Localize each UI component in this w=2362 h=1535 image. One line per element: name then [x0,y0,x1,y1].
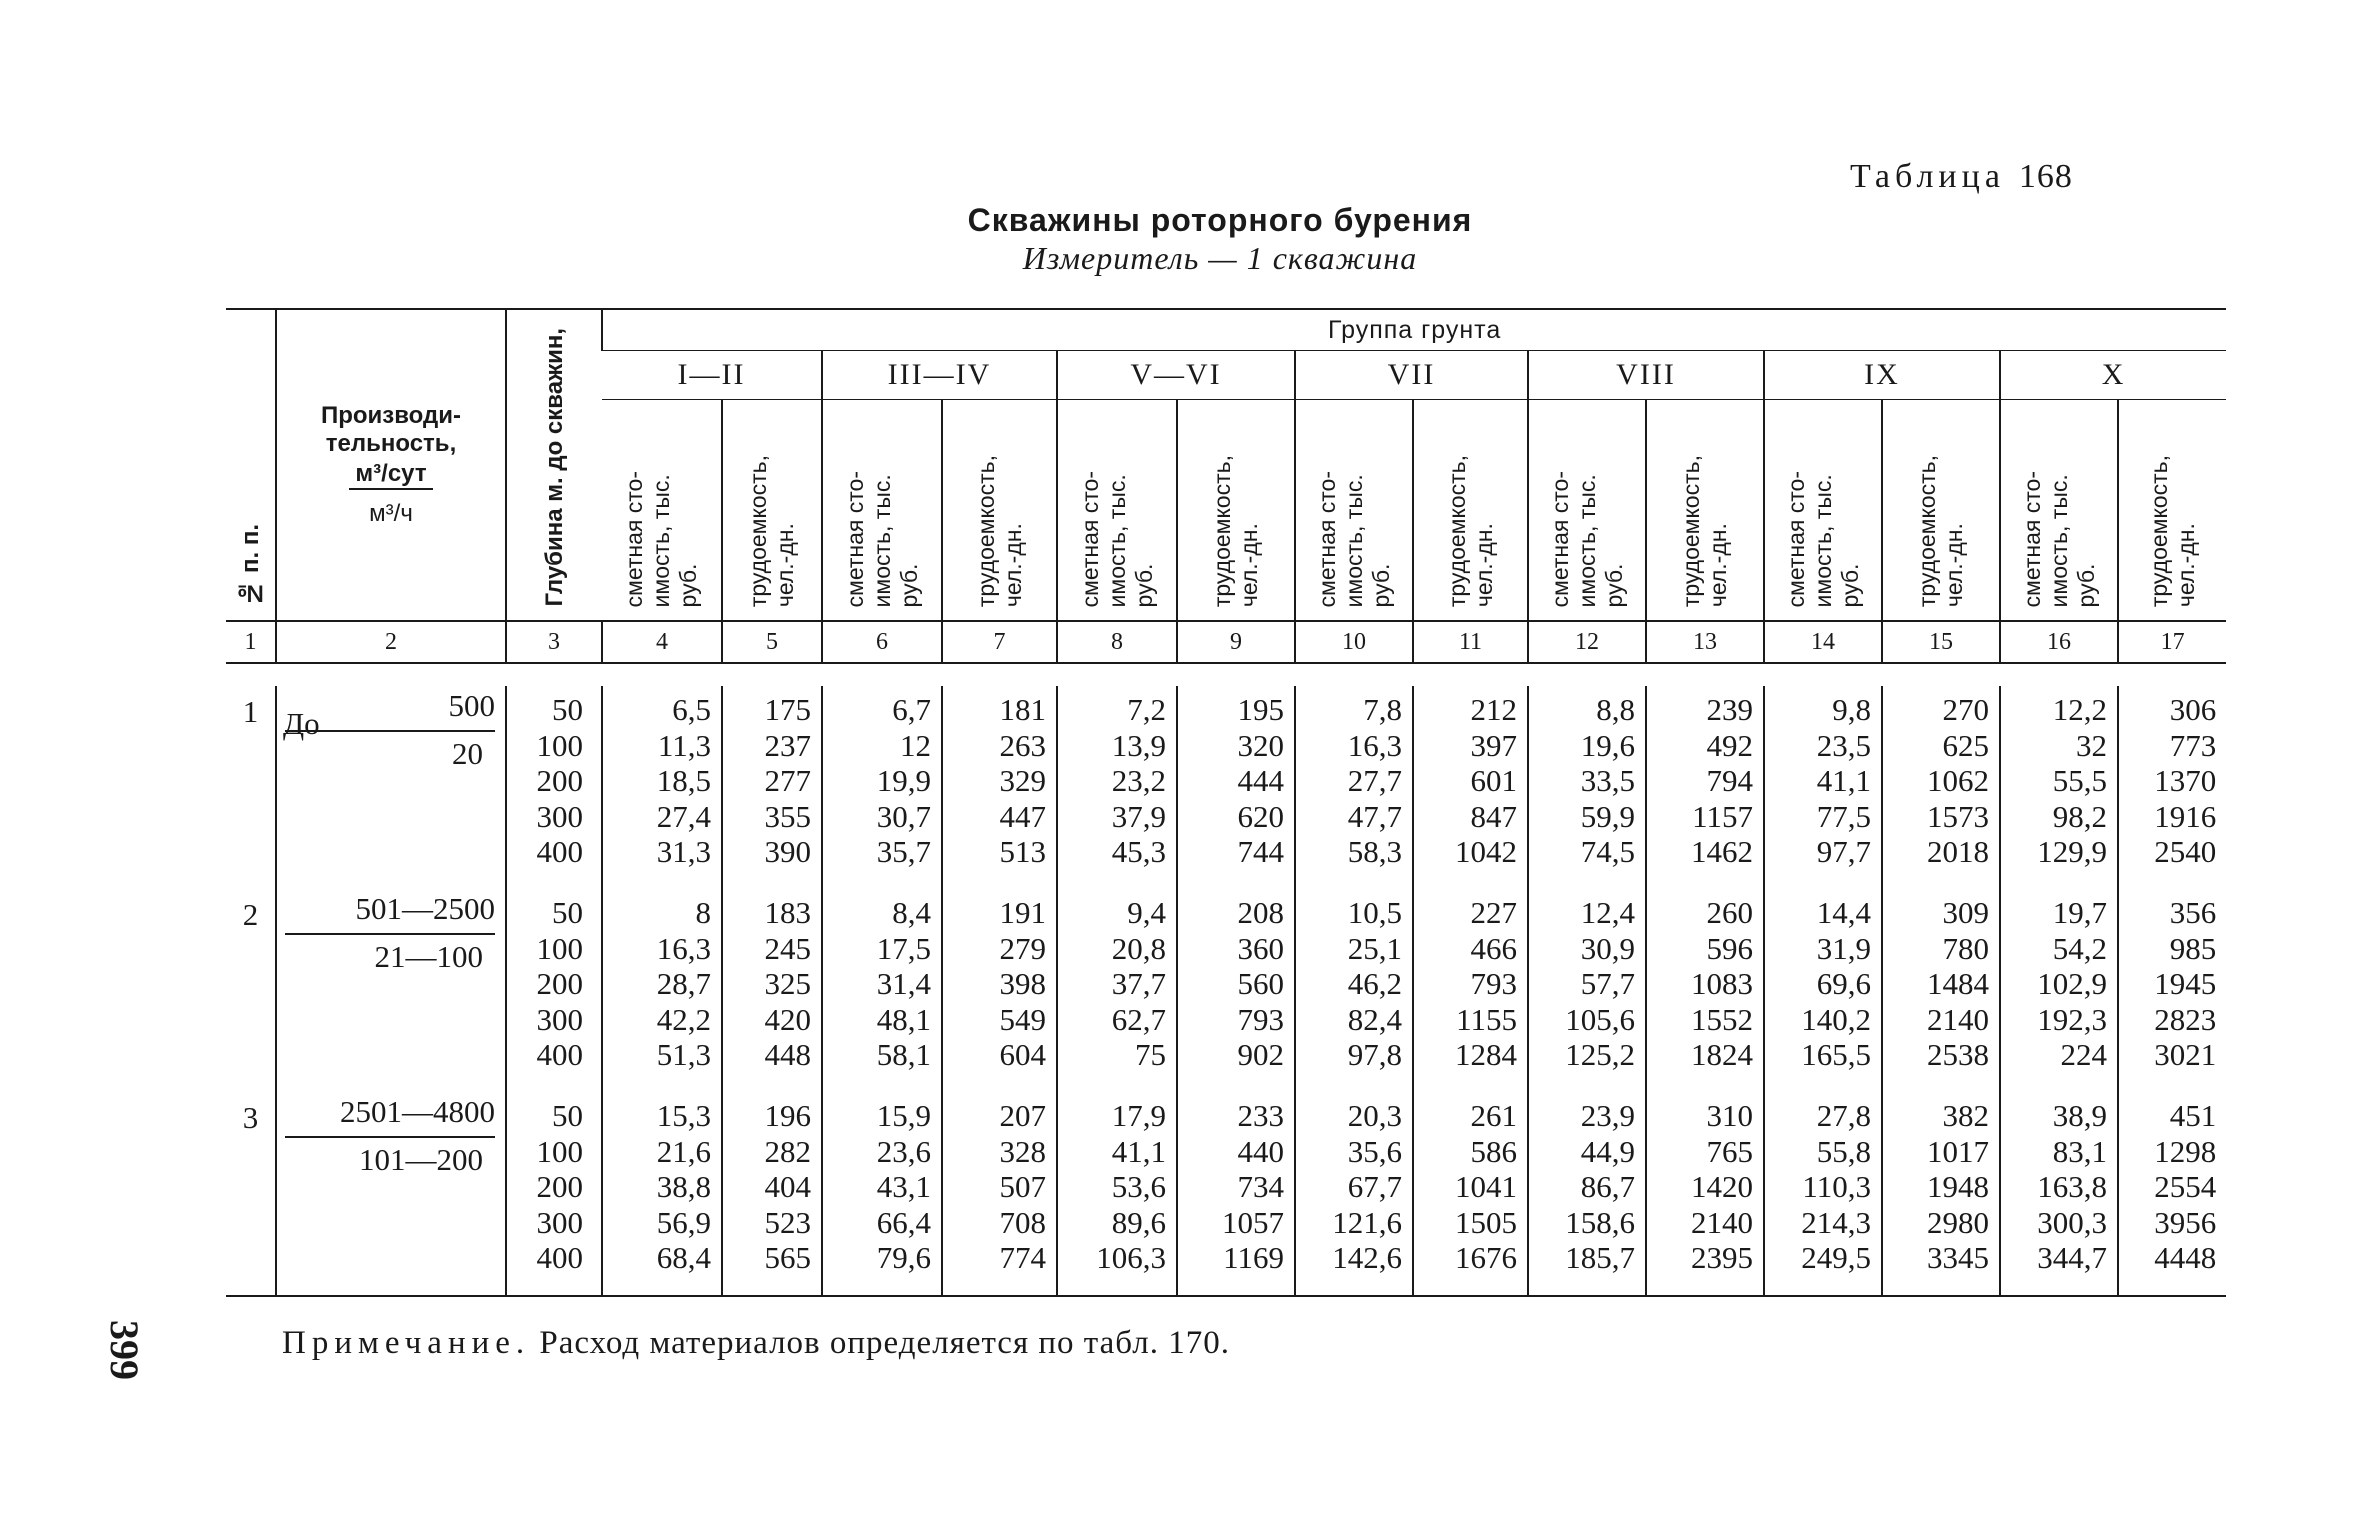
cost-cell: 7,8 16,3 27,7 47,7 58,3 [1295,686,1413,889]
productivity-hourly: 21—100 [374,939,483,974]
cost-cell: 23,9 44,9 86,7 158,6 185,7 [1528,1092,1646,1296]
column-head-depth: Глубина м. до скважин, [506,309,602,621]
productivity-hourly: 20 [452,736,483,771]
depth-cell: 50 100 200 300 400 [506,1092,602,1296]
column-number: 5 [722,621,822,663]
cost-cell: 15,9 23,6 43,1 66,4 79,6 [822,1092,942,1296]
labor-column-head: трудоемкость, чел.-дн. [1177,400,1295,622]
labor-cell: 196 282 404 523 565 [722,1092,822,1296]
labor-cell: 175 237 277 355 390 [722,686,822,889]
column-number: 10 [1295,621,1413,663]
cost-cell: 7,2 13,9 23,2 37,9 45,3 [1057,686,1177,889]
cost-cell: 6,5 11,3 18,5 27,4 31,3 [602,686,722,889]
cost-cell: 6,7 12 19,9 30,7 35,7 [822,686,942,889]
column-number: 9 [1177,621,1295,663]
labor-column-head: трудоемкость, чел.-дн. [1882,400,2000,622]
column-head-number: № п. п. [237,524,264,607]
cost-column-head: сметная сто- имость, тыс. руб. [1295,400,1413,622]
cost-cell: 17,9 41,1 53,6 89,6 106,3 [1057,1092,1177,1296]
table-row [226,1092,2226,1296]
cost-cell: 8,8 19,6 33,5 59,9 74,5 [1528,686,1646,889]
cost-cell: 38,9 83,1 163,8 300,3 344,7 [2000,1092,2118,1296]
labor-cell: 239 492 794 1157 1462 [1646,686,1764,889]
cost-cell: 9,8 23,5 41,1 77,5 97,7 [1764,686,1882,889]
page-subtitle: Измеритель — 1 скважина [1022,240,1418,276]
column-number: 7 [942,621,1057,663]
cost-column-head: сметная сто- имость, тыс. руб. [822,400,942,622]
row-number: 3 [242,1100,259,1135]
column-number: 6 [822,621,942,663]
cost-cell: 8 16,3 28,7 42,2 51,3 [602,889,722,1092]
labor-cell: 356 985 1945 2823 3021 [2118,889,2226,1092]
labor-cell: 261 586 1041 1505 1676 [1413,1092,1528,1296]
soil-group-5: VIII [1528,351,1764,400]
table-row [226,889,2226,1092]
column-number: 4 [602,621,722,663]
labor-cell: 212 397 601 847 1042 [1413,686,1528,889]
cost-cell: 27,8 55,8 110,3 214,3 249,5 [1764,1092,1882,1296]
column-number: 11 [1413,621,1528,663]
table-label: Таблица 168 [1850,158,2073,195]
page-title: Скважины роторного бурения [967,202,1473,238]
productivity-cell [276,889,506,1092]
labor-cell: 207 328 507 708 774 [942,1092,1057,1296]
column-number: 13 [1646,621,1764,663]
labor-cell: 195 320 444 620 744 [1177,686,1295,889]
soil-group-6: IX [1764,351,2000,400]
column-number: 16 [2000,621,2118,663]
soil-group-7: X [2000,351,2226,400]
labor-column-head: трудоемкость, чел.-дн. [2118,400,2226,622]
footnote: Примечание. Расход материалов определяется по табл. 170. [282,1325,1230,1361]
labor-cell: 183 245 325 420 448 [722,889,822,1092]
labor-column-head: трудоемкость, чел.-дн. [1646,400,1764,622]
soil-group-1: I—II [602,351,822,400]
soil-group-2: III—IV [822,351,1057,400]
column-number: 3 [506,621,602,663]
soil-group-3: V—VI [1057,351,1295,400]
column-number: 14 [1764,621,1882,663]
labor-column-head: трудоемкость, чел.-дн. [1413,400,1528,622]
productivity-daily: 501—2500 [355,891,495,926]
labor-cell: 181 263 329 447 513 [942,686,1057,889]
labor-cell: 382 1017 1948 2980 3345 [1882,1092,2000,1296]
productivity-cell [276,1092,506,1296]
labor-cell: 306 773 1370 1916 2540 [2118,686,2226,889]
labor-cell: 451 1298 2554 3956 4448 [2118,1092,2226,1296]
prefix: До [283,706,320,741]
labor-cell: 310 765 1420 2140 2395 [1646,1092,1764,1296]
table-number: 168 [2018,158,2073,195]
page-number: 399 [102,1320,147,1380]
column-number: 2 [276,621,506,663]
column-number: 12 [1528,621,1646,663]
soil-group-header: Группа грунта [602,309,2226,351]
cost-column-head: сметная сто- имость, тыс. руб. [1528,400,1646,622]
cost-cell: 12,2 32 55,5 98,2 129,9 [2000,686,2118,889]
depth-cell: 50 100 200 300 400 [506,686,602,889]
labor-cell: 309 780 1484 2140 2538 [1882,889,2000,1092]
cost-cell: 9,4 20,8 37,7 62,7 75 [1057,889,1177,1092]
productivity-cell [276,686,506,889]
productivity-daily: 500 [448,688,495,723]
cost-cell: 15,3 21,6 38,8 56,9 68,4 [602,1092,722,1296]
productivity-hourly: 101—200 [359,1142,483,1177]
cost-cell: 14,4 31,9 69,6 140,2 165,5 [1764,889,1882,1092]
labor-cell: 260 596 1083 1552 1824 [1646,889,1764,1092]
cost-cell: 12,4 30,9 57,7 105,6 125,2 [1528,889,1646,1092]
cost-cell: 10,5 25,1 46,2 82,4 97,8 [1295,889,1413,1092]
column-number: 17 [2118,621,2226,663]
column-number: 15 [1882,621,2000,663]
column-head-productivity: Производи-тельность, м³/сут м³/ч [276,309,506,621]
cost-column-head: сметная сто- имость, тыс. руб. [1764,400,1882,622]
column-number: 8 [1057,621,1177,663]
table-row [226,686,2226,889]
labor-column-head: трудоемкость, чел.-дн. [942,400,1057,622]
labor-column-head: трудоемкость, чел.-дн. [722,400,822,622]
cost-cell: 8,4 17,5 31,4 48,1 58,1 [822,889,942,1092]
cost-column-head: сметная сто- имость, тыс. руб. [621,470,701,607]
labor-cell: 227 466 793 1155 1284 [1413,889,1528,1092]
depth-cell: 50 100 200 300 400 [506,889,602,1092]
labor-cell: 270 625 1062 1573 2018 [1882,686,2000,889]
cost-cell: 19,7 54,2 102,9 192,3 224 [2000,889,2118,1092]
drilling-table [226,308,2226,1297]
soil-group-4: VII [1295,351,1528,400]
column-number: 1 [226,621,276,663]
productivity-daily: 2501—4800 [340,1094,495,1129]
cost-cell: 20,3 35,6 67,7 121,6 142,6 [1295,1092,1413,1296]
row-number: 1 [242,694,259,729]
labor-cell: 233 440 734 1057 1169 [1177,1092,1295,1296]
labor-cell: 208 360 560 793 902 [1177,889,1295,1092]
cost-column-head: сметная сто- имость, тыс. руб. [2000,400,2118,622]
labor-cell: 191 279 398 549 604 [942,889,1057,1092]
cost-column-head: сметная сто- имость, тыс. руб. [1057,400,1177,622]
row-number: 2 [242,897,259,932]
